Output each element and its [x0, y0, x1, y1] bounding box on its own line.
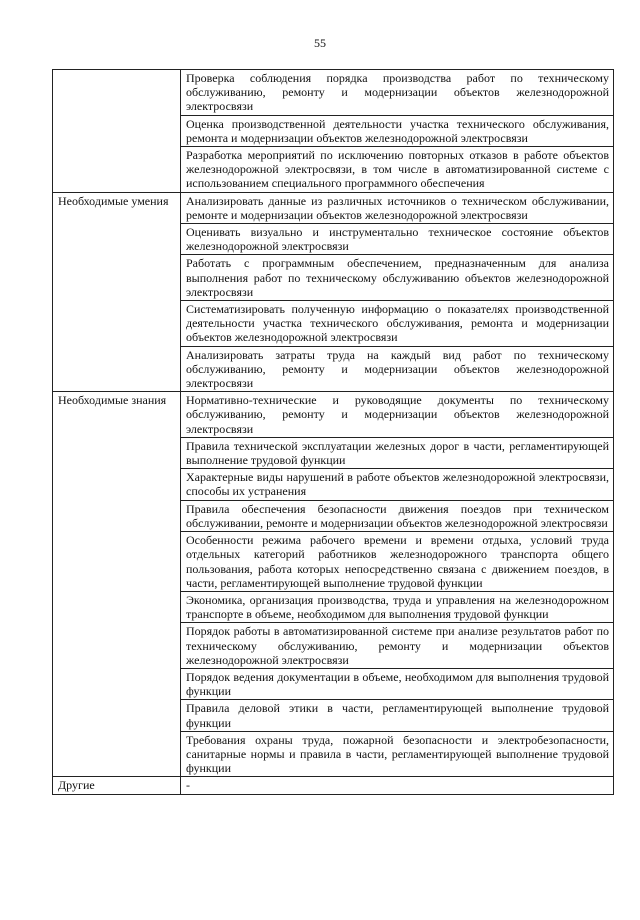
row-text: Систематизировать полученную информацию о показателях производственной деятельности участка технического обслуживания, ремонта и модернизации объектов железнодорожной электросвязи — [181, 301, 614, 347]
row-text: Характерные виды нарушений в работе объектов железнодорожной электросвязи, способы их устранения — [181, 469, 614, 500]
table-row — [53, 777, 614, 794]
row-category: Необходимые знания — [53, 392, 181, 777]
row-category — [53, 70, 181, 193]
row-text: Оценивать визуально и инструментально техническое состояние объектов железнодорожной электросвязи — [181, 224, 614, 255]
table-row — [53, 392, 614, 438]
row-text: Правила технической эксплуатации железных дорог в части, регламентирующей выполнение трудовой функции — [181, 437, 614, 468]
row-text: Требования охраны труда, пожарной безопасности и электробезопасности, санитарные нормы и правила в части, регламентирующей выполнение трудовой функции — [181, 731, 614, 777]
row-text: Порядок ведения документации в объеме, необходимом для выполнения трудовой функции — [181, 668, 614, 699]
row-text: Разработка мероприятий по исключению повторных отказов в работе объектов железнодорожной электросвязи, в том числе в автоматизированной системе с использованием специального программного обеспечения — [181, 147, 614, 193]
row-text: Правила деловой этики в части, регламентирующей выполнение трудовой функции — [181, 700, 614, 731]
row-text: Нормативно-технические и руководящие документы по техническому обслуживанию, ремонту и модернизации объектов железнодорожной электросвязи — [181, 392, 614, 438]
row-text: Проверка соблюдения порядка производства работ по техническому обслуживанию, ремонту и модернизации объектов железнодорожной электросвязи — [181, 70, 614, 116]
row-text: Анализировать данные из различных источников о техническом обслуживании, ремонте и модернизации объектов железнодорожной электросвязи — [181, 192, 614, 223]
page-number: 55 — [314, 36, 326, 50]
table-row — [53, 70, 614, 116]
row-text: - — [181, 777, 614, 794]
row-text: Экономика, организация производства, труда и управления на железнодорожном транспорте в объеме, необходимом для выполнения трудовой функции — [181, 591, 614, 622]
row-text: Анализировать затраты труда на каждый вид работ по техническому обслуживанию, ремонту и модернизации объектов железнодорожной электросвязи — [181, 346, 614, 392]
row-text: Особенности режима рабочего времени и времени отдыха, условий труда отдельных категорий работников железнодорожного транспорта общего пользования, работа которых непосредственно связана с движением поездов, в части, регламентирующей выполнение трудовой функции — [181, 532, 614, 592]
row-text: Правила обеспечения безопасности движения поездов при техническом обслуживании, ремонте и модернизации объектов железнодорожной электросвязи — [181, 500, 614, 531]
row-text: Работать с программным обеспечением, предназначенным для анализа выполнения работ по техническому обслуживанию объектов железнодорожной электросвязи — [181, 255, 614, 301]
row-category: Необходимые умения — [53, 192, 181, 392]
function-spec-table — [52, 69, 614, 795]
row-text: Порядок работы в автоматизированной системе при анализе результатов работ по техническому обслуживанию, ремонту и модернизации объектов железнодорожной электросвязи — [181, 623, 614, 669]
table-row — [53, 192, 614, 223]
row-text: Оценка производственной деятельности участка технического обслуживания, ремонта и модернизации объектов железнодорожной электросвязи — [181, 115, 614, 146]
row-category: Другие — [53, 777, 181, 794]
